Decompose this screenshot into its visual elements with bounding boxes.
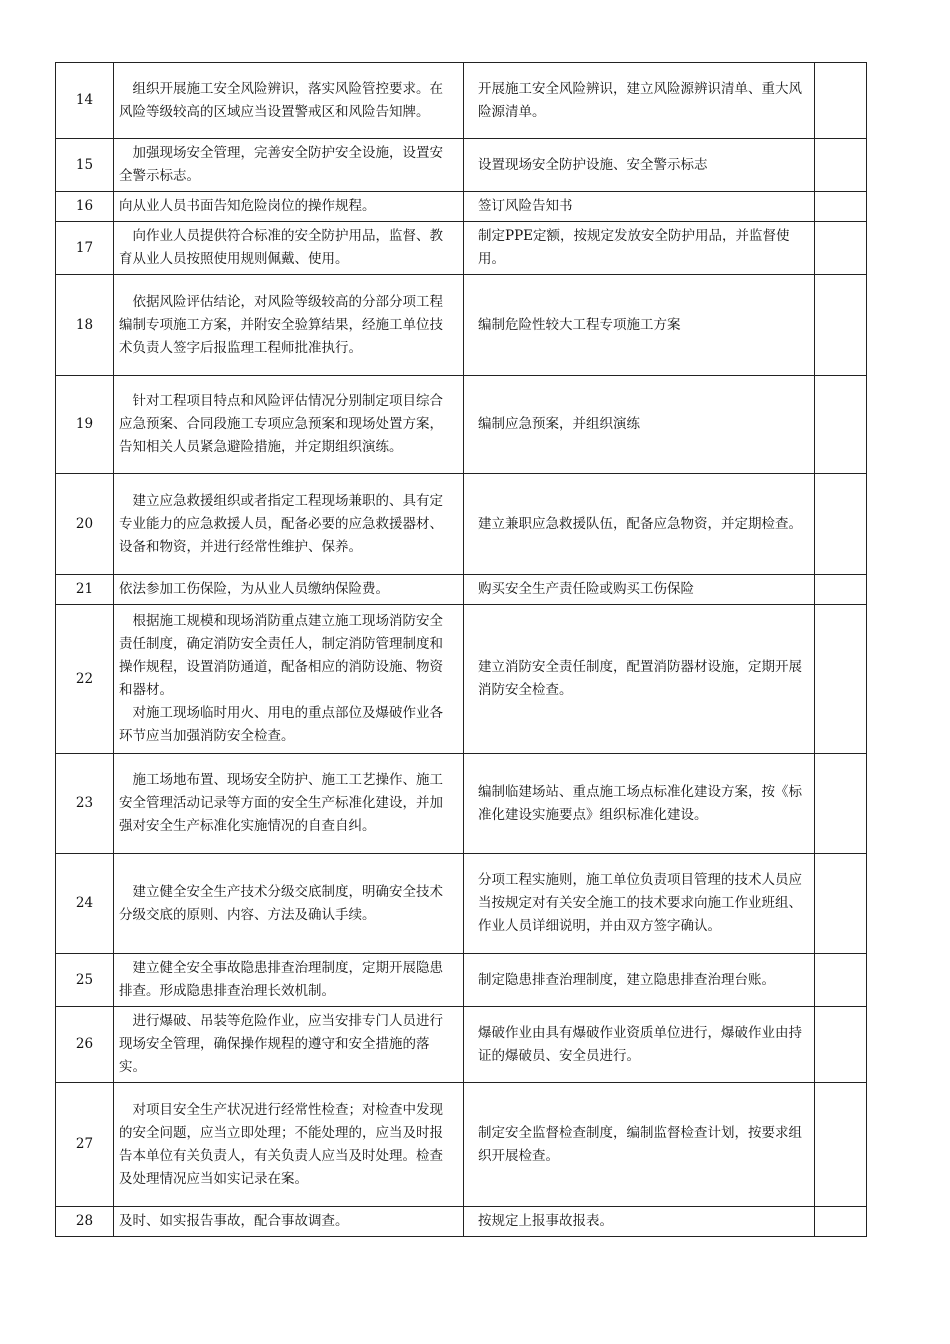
table-row [56,139,867,192]
table-row [56,605,867,754]
remark-cell [815,275,867,376]
requirement-text: 针对工程项目特点和风险评估情况分别制定项目综合应急预案、合同段施工专项应急预案和现场处置方案，告知相关人员紧急避险措施，并定期组织演练。 [119,393,443,455]
requirement-cell [114,376,464,474]
remark-cell [815,192,867,222]
remark-cell [815,854,867,954]
row-number: 27 [56,1083,114,1207]
table-row [56,754,867,854]
measure-cell: 编制临建场站、重点施工场点标准化建设方案，按《标准化建设实施要点》组织标准化建设。 [464,754,815,854]
measure-cell: 建立消防安全责任制度，配置消防器材设施，定期开展消防安全检查。 [464,605,815,754]
requirement-text: 及时、如实报告事故，配合事故调查。 [119,1213,349,1229]
measure-cell: 制定PPE定额，按规定发放安全防护用品，并监督使用。 [464,222,815,275]
measure-cell: 制定隐患排查治理制度，建立隐患排查治理台账。 [464,954,815,1007]
measure-cell: 编制应急预案，并组织演练 [464,376,815,474]
remark-cell [815,1083,867,1207]
row-number: 21 [56,575,114,605]
table-row [56,63,867,139]
requirement-cell [114,192,464,222]
measure-cell: 制定安全监督检查制度，编制监督检查计划，按要求组织开展检查。 [464,1083,815,1207]
remark-cell [815,754,867,854]
requirement-text: 依法参加工伤保险，为从业人员缴纳保险费。 [119,581,389,597]
requirement-text: 加强现场安全管理，完善安全防护安全设施，设置安全警示标志。 [119,145,443,184]
row-number: 16 [56,192,114,222]
table-row [56,275,867,376]
measure-cell: 编制危险性较大工程专项施工方案 [464,275,815,376]
row-number: 19 [56,376,114,474]
requirement-cell [114,275,464,376]
remark-cell [815,222,867,275]
measure-cell: 爆破作业由具有爆破作业资质单位进行，爆破作业由持证的爆破员、安全员进行。 [464,1007,815,1083]
table-row [56,376,867,474]
requirement-cell [114,474,464,575]
requirement-cell [114,139,464,192]
row-number: 28 [56,1207,114,1237]
requirement-text: 组织开展施工安全风险辨识，落实风险管控要求。在风险等级较高的区域应当设置警戒区和风险告知牌。 [119,80,443,120]
requirement-cell [114,63,464,139]
remark-cell [815,1207,867,1237]
row-number: 18 [56,275,114,376]
row-number: 24 [56,854,114,954]
table-row [56,1007,867,1083]
remark-cell [815,575,867,605]
row-number: 26 [56,1007,114,1083]
row-number: 20 [56,474,114,575]
row-number: 25 [56,954,114,1007]
requirement-cell [114,954,464,1007]
measure-cell: 设置现场安全防护设施、安全警示标志 [464,139,815,192]
row-number: 14 [56,63,114,139]
measure-cell: 开展施工安全风险辨识，建立风险源辨识清单、重大风险源清单。 [464,63,815,139]
measure-cell: 建立兼职应急救援队伍，配备应急物资，并定期检查。 [464,474,815,575]
requirement-cell [114,854,464,954]
requirement-text: 对项目安全生产状况进行经常性检查；对检查中发现的安全问题，应当立即处理；不能处理的，应当及时报告本单位有关负责人，有关负责人应当及时处理。检查及处理情况应当如实记录在案。 [119,1101,443,1187]
remark-cell [815,376,867,474]
requirement-text: 建立健全安全事故隐患排查治理制度，定期开展隐患排查。形成隐患排查治理长效机制。 [119,960,443,999]
requirement-text: 根据施工规模和现场消防重点建立施工现场消防安全责任制度，确定消防安全责任人，制定消防管理制度和操作规程，设置消防通道，配备相应的消防设施、物资和器材。 [119,613,443,698]
row-number: 23 [56,754,114,854]
requirement-cell [114,222,464,275]
measure-cell: 签订风险告知书 [464,192,815,222]
table-body [56,63,867,1237]
table-row [56,1207,867,1237]
remark-cell [815,605,867,754]
row-number: 15 [56,139,114,192]
table-row [56,474,867,575]
row-number: 17 [56,222,114,275]
table-row [56,954,867,1007]
requirement-text: 依据风险评估结论，对风险等级较高的分部分项工程编制专项施工方案，并附安全验算结果，经施工单位技术负责人签字后报监理工程师批准执行。 [119,293,443,356]
remark-cell [815,954,867,1007]
requirement-text: 建立健全安全生产技术分级交底制度，明确安全技术分级交底的原则、内容、方法及确认手续。 [119,883,443,923]
measure-cell: 分项工程实施则，施工单位负责项目管理的技术人员应当按规定对有关安全施工的技术要求向施工作业班组、作业人员详细说明，并由双方签字确认。 [464,854,815,954]
safety-measures-table [55,62,867,1237]
table-row [56,575,867,605]
table-row [56,222,867,275]
remark-cell [815,139,867,192]
table-row [56,1083,867,1207]
requirement-text: 向从业人员书面告知危险岗位的操作规程。 [119,198,376,214]
requirement-text: 进行爆破、吊装等危险作业，应当安排专门人员进行现场安全管理，确保操作规程的遵守和安全措施的落实。 [119,1013,443,1075]
requirement-text: 对施工现场临时用火、用电的重点部位及爆破作业各环节应当加强消防安全检查。 [119,705,443,744]
requirement-cell [114,754,464,854]
requirement-cell [114,605,464,754]
requirement-cell [114,575,464,605]
requirement-text: 施工场地布置、现场安全防护、施工工艺操作、施工安全管理活动记录等方面的安全生产标准化建设，并加强对安全生产标准化实施情况的自查自纠。 [119,772,443,834]
table-row [56,192,867,222]
requirement-cell [114,1007,464,1083]
requirement-cell [114,1083,464,1207]
requirement-text: 向作业人员提供符合标准的安全防护用品，监督、教育从业人员按照使用规则佩戴、使用。 [119,228,443,267]
table-row [56,854,867,954]
measure-cell: 按规定上报事故报表。 [464,1207,815,1237]
measure-cell: 购买安全生产责任险或购买工伤保险 [464,575,815,605]
row-number: 22 [56,605,114,754]
requirement-text: 建立应急救援组织或者指定工程现场兼职的、具有定专业能力的应急救援人员，配备必要的应急救援器材、设备和物资，并进行经常性维护、保养。 [119,492,443,555]
requirement-cell [114,1207,464,1237]
remark-cell [815,63,867,139]
remark-cell [815,474,867,575]
remark-cell [815,1007,867,1083]
